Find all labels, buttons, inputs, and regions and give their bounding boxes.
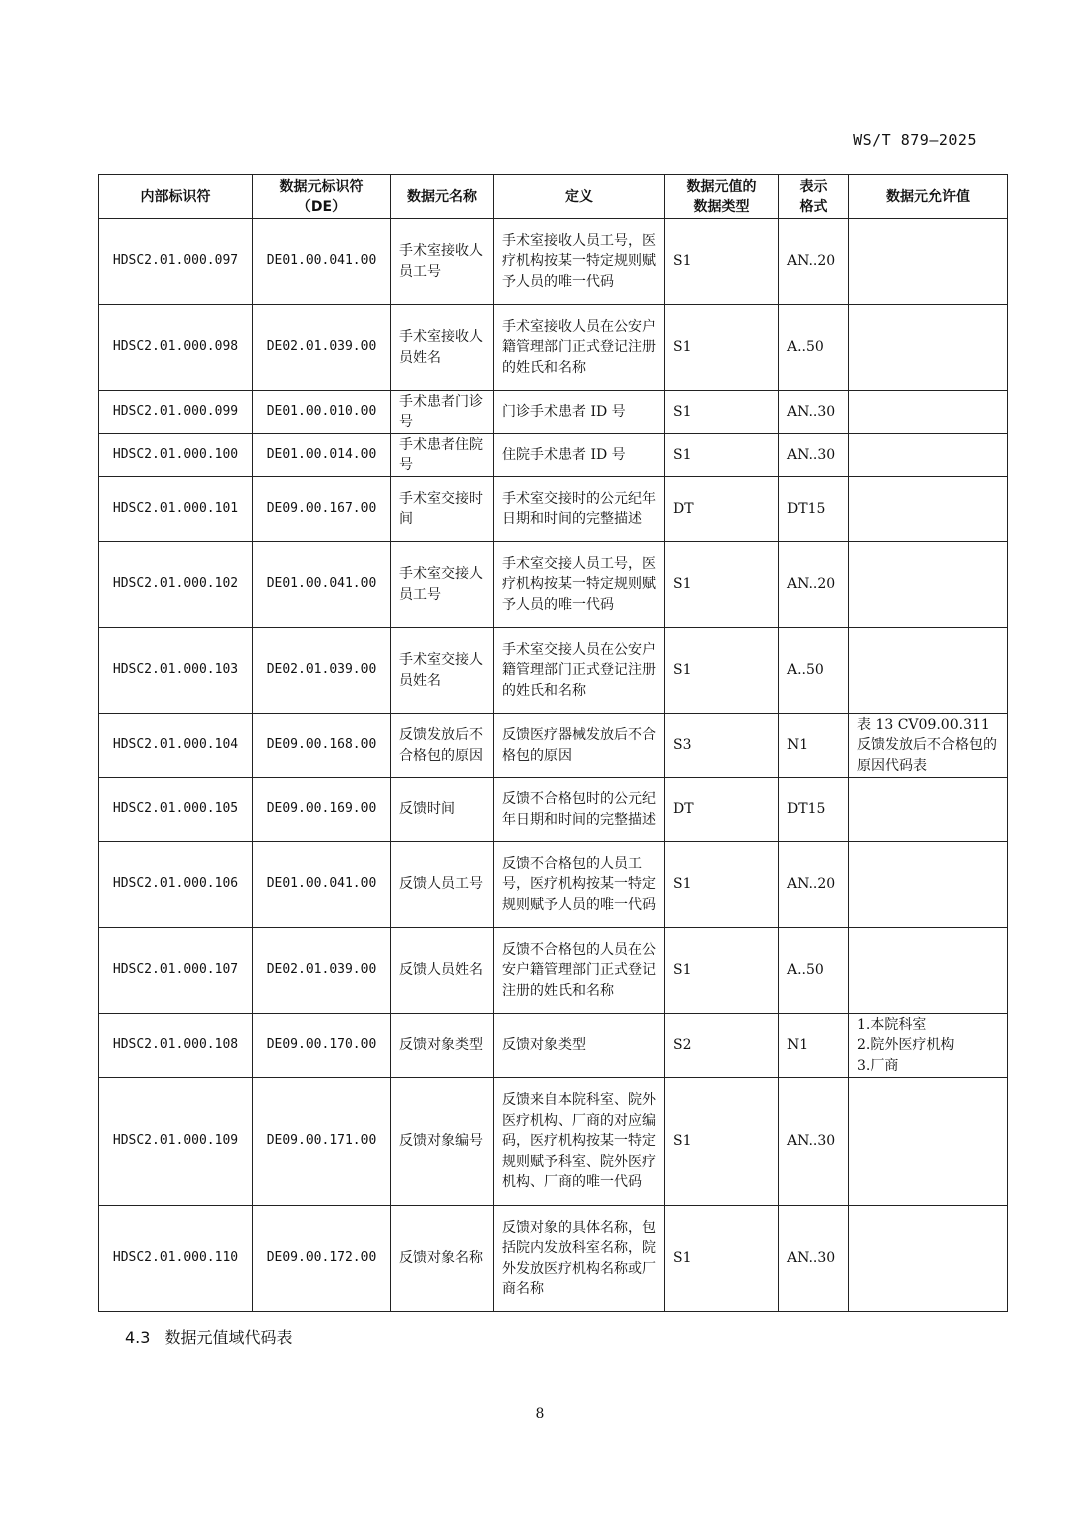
- cell-de-id: DE02.01.039.00: [253, 628, 391, 714]
- cell-format: AN..20: [779, 842, 849, 928]
- cell-format: AN..20: [779, 542, 849, 628]
- cell-allowed-values: [849, 219, 1008, 305]
- cell-element-name: 手术室接收人员姓名: [391, 305, 494, 391]
- cell-allowed-values: [849, 1206, 1008, 1312]
- cell-internal-id: HDSC2.01.000.102: [99, 542, 253, 628]
- cell-data-type: DT: [665, 778, 779, 842]
- cell-element-name: 反馈对象类型: [391, 1014, 494, 1078]
- table-row: [99, 628, 1008, 714]
- table-row: [99, 928, 1008, 1014]
- cell-allowed-values: [849, 628, 1008, 714]
- cell-element-name: 手术室接收人员工号: [391, 219, 494, 305]
- cell-format: A..50: [779, 628, 849, 714]
- standard-code: WS/T 879—2025: [853, 131, 977, 149]
- cell-internal-id: HDSC2.01.000.110: [99, 1206, 253, 1312]
- cell-element-name: 手术室交接人员工号: [391, 542, 494, 628]
- cell-de-id: DE09.00.169.00: [253, 778, 391, 842]
- table-row: [99, 219, 1008, 305]
- column-header-name: 数据元名称: [391, 175, 494, 219]
- cell-element-name: 反馈对象名称: [391, 1206, 494, 1312]
- cell-internal-id: HDSC2.01.000.109: [99, 1078, 253, 1206]
- table-row: [99, 1078, 1008, 1206]
- table-row: [99, 1014, 1008, 1078]
- cell-allowed-values: [849, 542, 1008, 628]
- cell-data-type: S1: [665, 391, 779, 434]
- cell-de-id: DE01.00.010.00: [253, 391, 391, 434]
- cell-format: DT15: [779, 778, 849, 842]
- cell-format: AN..30: [779, 1206, 849, 1312]
- cell-internal-id: HDSC2.01.000.104: [99, 714, 253, 778]
- table-row: [99, 714, 1008, 778]
- cell-element-name: 反馈人员工号: [391, 842, 494, 928]
- cell-de-id: DE01.00.041.00: [253, 842, 391, 928]
- cell-de-id: DE09.00.171.00: [253, 1078, 391, 1206]
- page-number: 8: [535, 1406, 545, 1422]
- column-header-definition: 定义: [494, 175, 665, 219]
- cell-de-id: DE02.01.039.00: [253, 928, 391, 1014]
- cell-internal-id: HDSC2.01.000.108: [99, 1014, 253, 1078]
- cell-definition: 住院手术患者 ID 号: [494, 434, 665, 477]
- table-row: [99, 305, 1008, 391]
- cell-data-type: S1: [665, 434, 779, 477]
- cell-format: N1: [779, 1014, 849, 1078]
- cell-internal-id: HDSC2.01.000.098: [99, 305, 253, 391]
- cell-internal-id: HDSC2.01.000.097: [99, 219, 253, 305]
- cell-element-name: 反馈对象编号: [391, 1078, 494, 1206]
- cell-de-id: DE09.00.170.00: [253, 1014, 391, 1078]
- cell-definition: 手术室交接人员工号，医疗机构按某一特定规则赋予人员的唯一代码: [494, 542, 665, 628]
- allowed-value-line: 1.本院科室: [857, 1016, 927, 1033]
- cell-data-type: S1: [665, 628, 779, 714]
- cell-de-id: DE01.00.014.00: [253, 434, 391, 477]
- cell-allowed-values: [849, 714, 1008, 778]
- cell-internal-id: HDSC2.01.000.099: [99, 391, 253, 434]
- cell-data-type: S1: [665, 1078, 779, 1206]
- cell-internal-id: HDSC2.01.000.107: [99, 928, 253, 1014]
- cell-format: AN..20: [779, 219, 849, 305]
- cell-format: AN..30: [779, 1078, 849, 1206]
- cell-allowed-values: [849, 1014, 1008, 1078]
- cell-definition: 门诊手术患者 ID 号: [494, 391, 665, 434]
- section-heading: [125, 1325, 292, 1348]
- cell-data-type: S1: [665, 219, 779, 305]
- cell-allowed-values: [849, 305, 1008, 391]
- cell-internal-id: HDSC2.01.000.105: [99, 778, 253, 842]
- cell-element-name: 手术患者门诊号: [391, 391, 494, 434]
- data-element-table: [98, 174, 1008, 1312]
- column-header-de-id: 数据元标识符 （DE）: [253, 175, 391, 219]
- cell-definition: 反馈来自本院科室、院外医疗机构、厂商的对应编码，医疗机构按某一特定规则赋予科室、院外医疗机构、厂商的唯一代码: [494, 1078, 665, 1206]
- cell-element-name: 手术室交接时间: [391, 477, 494, 542]
- cell-de-id: DE01.00.041.00: [253, 219, 391, 305]
- cell-element-name: 反馈时间: [391, 778, 494, 842]
- cell-internal-id: HDSC2.01.000.106: [99, 842, 253, 928]
- cell-de-id: DE01.00.041.00: [253, 542, 391, 628]
- cell-definition: 反馈对象类型: [494, 1014, 665, 1078]
- cell-data-type: S1: [665, 542, 779, 628]
- table-row: [99, 842, 1008, 928]
- cell-data-type: S1: [665, 928, 779, 1014]
- allowed-value-line: 2.院外医疗机构: [857, 1037, 955, 1054]
- cell-internal-id: HDSC2.01.000.103: [99, 628, 253, 714]
- column-header-allowed-values: 数据元允许值: [849, 175, 1008, 219]
- cell-element-name: 反馈人员姓名: [391, 928, 494, 1014]
- column-header-internal-id: 内部标识符: [99, 175, 253, 219]
- cell-format: A..50: [779, 928, 849, 1014]
- cell-data-type: S1: [665, 305, 779, 391]
- cell-format: N1: [779, 714, 849, 778]
- cell-internal-id: HDSC2.01.000.101: [99, 477, 253, 542]
- cell-allowed-values: [849, 928, 1008, 1014]
- cell-definition: 反馈不合格包的人员在公安户籍管理部门正式登记注册的姓氏和名称: [494, 928, 665, 1014]
- table-row: [99, 477, 1008, 542]
- cell-definition: 反馈不合格包时的公元纪年日期和时间的完整描述: [494, 778, 665, 842]
- cell-definition: 反馈对象的具体名称，包括院内发放科室名称，院外发放医疗机构名称或厂商名称: [494, 1206, 665, 1312]
- cell-element-name: 反馈发放后不合格包的原因: [391, 714, 494, 778]
- column-header-format: 表示 格式: [779, 175, 849, 219]
- cell-allowed-values: [849, 778, 1008, 842]
- table-header-row: [99, 175, 1008, 219]
- cell-data-type: S2: [665, 1014, 779, 1078]
- cell-element-name: 手术患者住院号: [391, 434, 494, 477]
- table-body: [99, 219, 1008, 1312]
- allowed-value-line: 表 13 CV09.00.311 反馈发放后不合格包的原因代码表: [857, 716, 997, 774]
- cell-de-id: DE09.00.172.00: [253, 1206, 391, 1312]
- cell-definition: 手术室接收人员工号，医疗机构按某一特定规则赋予人员的唯一代码: [494, 219, 665, 305]
- cell-data-type: DT: [665, 477, 779, 542]
- cell-allowed-values: [849, 391, 1008, 434]
- cell-data-type: S1: [665, 842, 779, 928]
- cell-definition: 手术室交接人员在公安户籍管理部门正式登记注册的姓氏和名称: [494, 628, 665, 714]
- cell-data-type: S3: [665, 714, 779, 778]
- cell-format: DT15: [779, 477, 849, 542]
- cell-definition: 反馈不合格包的人员工号，医疗机构按某一特定规则赋予人员的唯一代码: [494, 842, 665, 928]
- cell-definition: 反馈医疗器械发放后不合格包的原因: [494, 714, 665, 778]
- cell-definition: 手术室交接时的公元纪年日期和时间的完整描述: [494, 477, 665, 542]
- cell-allowed-values: [849, 477, 1008, 542]
- cell-element-name: 手术室交接人员姓名: [391, 628, 494, 714]
- cell-allowed-values: [849, 1078, 1008, 1206]
- cell-de-id: DE09.00.168.00: [253, 714, 391, 778]
- column-header-data-type: 数据元值的 数据类型: [665, 175, 779, 219]
- section-number: 4.3: [125, 1328, 151, 1347]
- cell-de-id: DE02.01.039.00: [253, 305, 391, 391]
- cell-format: A..50: [779, 305, 849, 391]
- cell-internal-id: HDSC2.01.000.100: [99, 434, 253, 477]
- cell-allowed-values: [849, 434, 1008, 477]
- cell-format: AN..30: [779, 434, 849, 477]
- section-title-text: 数据元值域代码表: [164, 1328, 293, 1347]
- cell-allowed-values: [849, 842, 1008, 928]
- cell-de-id: DE09.00.167.00: [253, 477, 391, 542]
- cell-format: AN..30: [779, 391, 849, 434]
- table-row: [99, 391, 1008, 434]
- table-row: [99, 778, 1008, 842]
- table-row: [99, 542, 1008, 628]
- table-row: [99, 434, 1008, 477]
- table-row: [99, 1206, 1008, 1312]
- cell-data-type: S1: [665, 1206, 779, 1312]
- allowed-value-line: 3.厂商: [857, 1057, 899, 1074]
- cell-definition: 手术室接收人员在公安户籍管理部门正式登记注册的姓氏和名称: [494, 305, 665, 391]
